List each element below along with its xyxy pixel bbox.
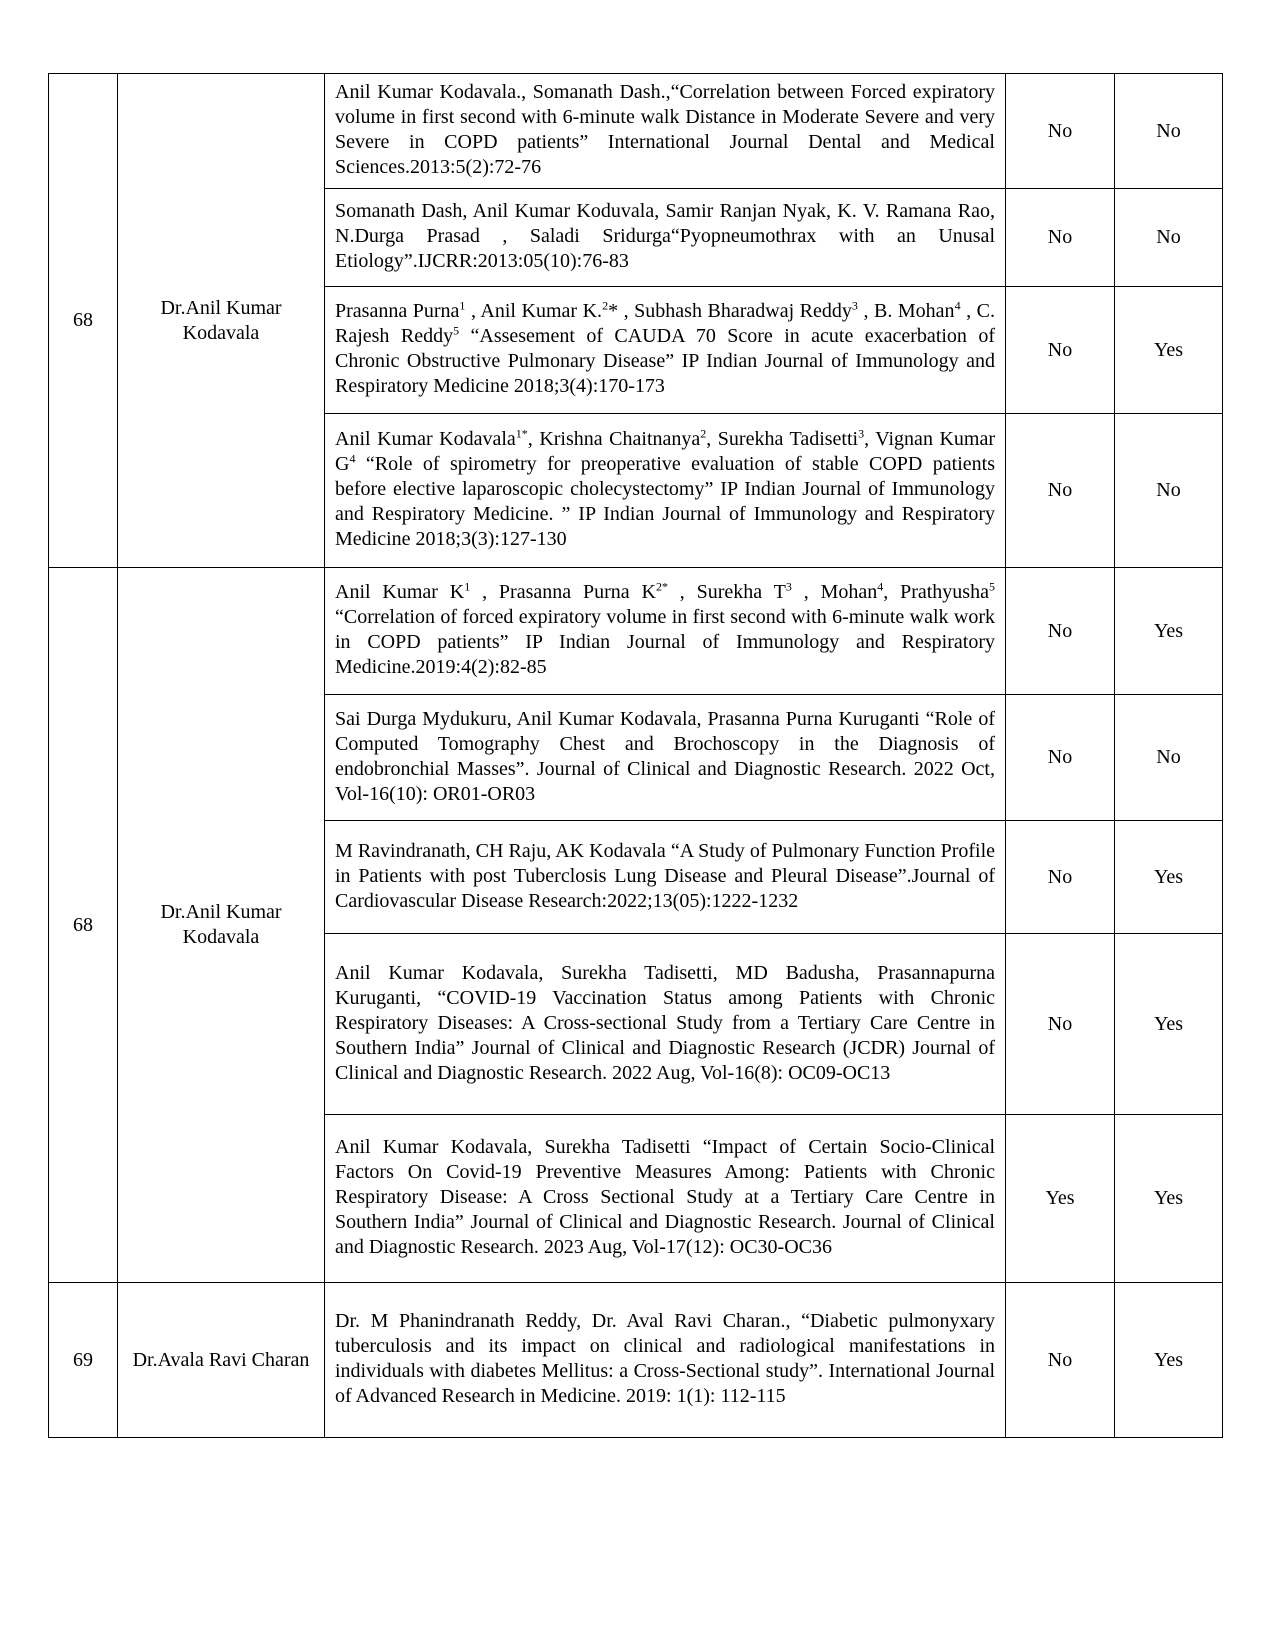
flag-cell: No <box>1115 74 1223 189</box>
flag-cell: Yes <box>1115 1283 1223 1438</box>
affiliation-marker: 3 <box>858 426 865 441</box>
affiliation-marker: 2 <box>700 426 707 441</box>
publication-cell: Somanath Dash, Anil Kumar Koduvala, Samir Ranjan Nyak, K. V. Ramana Rao, N.Durga Prasad , Saladi Sridurga“Pyopneumothrax with an Unusal Etiology”.IJCRR:2013:05(10):76-83 <box>325 189 1006 287</box>
text-run: , Krishna Chaitnanya <box>527 428 701 450</box>
serial-number-cell: 69 <box>49 1283 118 1438</box>
faculty-name-line: Dr.Anil Kumar <box>160 296 282 319</box>
affiliation-marker: 3 <box>785 579 792 594</box>
text-run: , Vignan Kumar G <box>335 428 996 475</box>
affiliation-marker: 1* <box>515 426 528 441</box>
text-run: “Role of spirometry for preoperative evaluation of stable COPD patients before elective laparoscopic cholecystectomy” IP Indian Journal of Immunology and Respiratory Medicine. ” IP Indian Journal of Immunology and Respiratory Medicine 2018;3(3):127-130 <box>335 453 995 550</box>
text-run: Anil Kumar K <box>335 581 465 603</box>
affiliation-marker: 4 <box>349 451 356 466</box>
flag-cell: Yes <box>1115 934 1223 1115</box>
flag-cell: No <box>1006 568 1115 695</box>
faculty-name-cell <box>118 1283 325 1438</box>
serial-number-cell: 68 <box>49 568 118 1283</box>
publication-cell: Anil Kumar Kodavala, Surekha Tadisetti “Impact of Certain Socio-Clinical Factors On Covid-19 Preventive Measures Among: Patients with Chronic Respiratory Disease: A Cross Sectional Study at a Tertiary Care Centre in Southern India” Journal of Clinical and Diagnostic Research. Journal of Clinical and Diagnostic Research. 2023 Aug, Vol-17(12): OC30-OC36 <box>325 1115 1006 1283</box>
flag-cell: No <box>1006 934 1115 1115</box>
flag-cell: Yes <box>1115 287 1223 414</box>
affiliation-marker: 5 <box>453 323 460 338</box>
faculty-name-line: Dr.Avala Ravi <box>132 1348 247 1371</box>
affiliation-marker: 2* <box>655 579 668 594</box>
publication-cell <box>325 414 1006 568</box>
flag-cell: No <box>1006 189 1115 287</box>
publication-cell <box>325 287 1006 414</box>
faculty-name-line: Dr.Anil Kumar <box>160 901 282 923</box>
table-row <box>49 568 1223 695</box>
flag-cell: No <box>1115 414 1223 568</box>
flag-cell: No <box>1006 74 1115 189</box>
affiliation-marker: 4 <box>954 298 961 313</box>
text-run: , Prasanna Purna K <box>470 581 656 603</box>
flag-cell: No <box>1115 695 1223 821</box>
publication-cell: Dr. M Phanindranath Reddy, Dr. Aval Ravi Charan., “Diabetic pulmonyxary tuberculosis and its impact on clinical and radiological manifestations in individuals with diabetes Mellitus: a Cross-Sectional study”. International Journal of Advanced Research in Medicine. 2019: 1(1): 112-115 <box>325 1283 1006 1438</box>
affiliation-marker: 4 <box>877 579 884 594</box>
flag-cell: No <box>1006 1283 1115 1438</box>
publication-cell: Sai Durga Mydukuru, Anil Kumar Kodavala, Prasanna Purna Kuruganti “Role of Computed Tomography Chest and Brochoscopy in the Diagnosis of endobronchial Masses”. Journal of Clinical and Diagnostic Research. 2022 Oct, Vol-16(10): OR01-OR03 <box>325 695 1006 821</box>
table-row <box>49 1283 1223 1438</box>
affiliation-marker: 2 <box>602 298 609 313</box>
affiliation-marker: 1 <box>464 579 471 594</box>
flag-cell: Yes <box>1115 1115 1223 1283</box>
text-run: , Surekha Tadisetti <box>706 428 859 450</box>
faculty-name-line: Charan <box>251 1348 310 1371</box>
affiliation-marker: 3 <box>851 298 858 313</box>
text-run: , Surekha T <box>667 581 786 603</box>
flag-cell: Yes <box>1115 821 1223 934</box>
flag-cell: No <box>1006 821 1115 934</box>
flag-cell: No <box>1006 287 1115 414</box>
publication-cell <box>325 568 1006 695</box>
flag-cell: Yes <box>1006 1115 1115 1283</box>
text-run: , Mohan <box>791 581 878 603</box>
text-run: , C. Rajesh Reddy <box>335 300 996 347</box>
affiliation-marker: 1 <box>459 298 466 313</box>
flag-cell: Yes <box>1115 568 1223 695</box>
text-run: , Anil Kumar K. <box>465 300 603 322</box>
flag-cell: No <box>1115 189 1223 287</box>
publication-cell: Anil Kumar Kodavala., Somanath Dash.,“Correlation between Forced expiratory volume in first second with 6-minute walk Distance in Moderate Severe and very Severe in COPD patients” International Journal Dental and Medical Sciences.2013:5(2):72-76 <box>325 74 1006 189</box>
affiliation-marker: 5 <box>988 579 995 594</box>
faculty-name-line: Kodavala <box>182 321 260 344</box>
text-run: * , Subhash Bharadwaj Reddy <box>608 300 852 322</box>
publication-cell: M Ravindranath, CH Raju, AK Kodavala “A Study of Pulmonary Function Profile in Patients with post Tuberclosis Lung Disease and Pleural Disease”.Journal of Cardiovascular Disease Research:2022;13(05):1222-1232 <box>325 821 1006 934</box>
faculty-name-cell <box>118 568 325 1283</box>
publication-cell: Anil Kumar Kodavala, Surekha Tadisetti, MD Badusha, Prasannapurna Kuruganti, “COVID-19 Vaccination Status among Patients with Chronic Respiratory Diseases: A Cross-sectional Study from a Tertiary Care Centre in Southern India” Journal of Clinical and Diagnostic Research (JCDR) Journal of Clinical and Diagnostic Research. 2022 Aug, Vol-16(8): OC09-OC13 <box>325 934 1006 1115</box>
text-run: , Prathyusha <box>883 581 989 603</box>
text-run: “Assesement of CAUDA 70 Score in acute exacerbation of Chronic Obstructive Pulmonary Disease” IP Indian Journal of Immunology and Respiratory Medicine 2018;3(4):170-173 <box>335 325 996 397</box>
text-run: Anil Kumar Kodavala <box>335 428 516 450</box>
text-run: Prasanna Purna <box>335 300 460 322</box>
faculty-name-line: Kodavala <box>182 926 260 948</box>
serial-number-cell: 68 <box>49 74 118 568</box>
faculty-name-cell <box>118 74 325 568</box>
text-run: , B. Mohan <box>857 300 955 322</box>
publications-table <box>48 73 1223 1438</box>
text-run: “Correlation of forced expiratory volume in first second with 6-minute walk work in COPD patients” IP Indian Journal of Immunology and Respiratory Medicine.2019:4(2):82-85 <box>335 606 995 678</box>
table-row <box>49 74 1223 189</box>
flag-cell: No <box>1006 695 1115 821</box>
flag-cell: No <box>1006 414 1115 568</box>
